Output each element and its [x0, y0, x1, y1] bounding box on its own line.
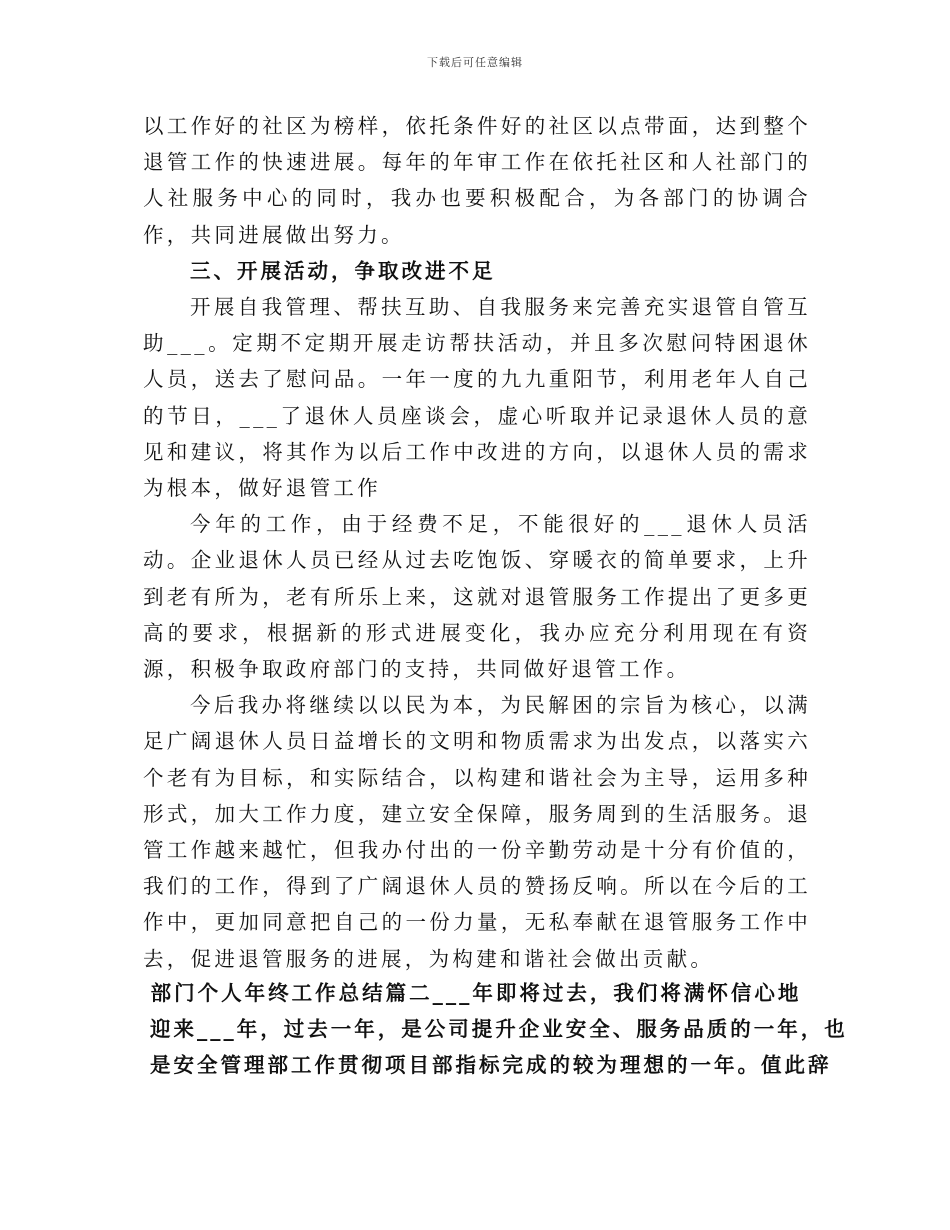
closing-line-1: 部门个人年终工作总结篇二___年即将过去，我们将满怀信心地 — [150, 981, 802, 1005]
section-heading: 三、开展活动，争取改进不足 — [190, 258, 496, 283]
closing-line-2: 迎来___年，过去一年，是公司提升企业安全、服务品质的一年，也 — [150, 1017, 848, 1041]
paragraph-funding: 今年的工作，由于经费不足，不能很好的___退休人员活动。企业退休人员已经从过去吃饱饭、穿暖衣的简单要求，上升到老有所为，老有所乐上来，这就对退管服务工作提出了更多更高的要求，根据新的形式进展变化，我办应充分利用现在有资源，积极争取政府部门的支持，共同做好退管工作。 — [143, 512, 811, 682]
paragraph-continuation: 以工作好的社区为榜样，依托条件好的社区以点带面，达到整个退管工作的快速进展。每年的年审工作在依托社区和人社部门的人社服务中心的同时，我办也要积极配合，为各部门的协调合作，共同进展做出努力。 — [143, 114, 811, 247]
paragraph-activities: 开展自我管理、帮扶互助、自我服务来完善充实退管自管互助___。定期不定期开展走访帮扶活动，并且多次慰问特困退休人员，送去了慰问品。一年一度的九九重阳节，利用老年人自己的节日，___了退休人员座谈会，虚心听取并记录退休人员的意见和建议，将其作为以后工作中改进的方向，以退休人员的需求为根本，做好退管工作 — [143, 295, 811, 501]
closing-summary-block — [150, 975, 848, 1083]
closing-line-3: 是安全管理部工作贯彻项目部指标完成的较为理想的一年。值此辞 — [150, 1053, 832, 1077]
header-note: 下载后可任意编辑 — [427, 56, 523, 69]
document-body — [143, 108, 811, 977]
paragraph-future: 今后我办将继续以以民为本，为民解困的宗旨为核心，以满足广阔退休人员日益增长的文明和物质需求为出发点，以落实六个老有为目标，和实际结合，以构建和谐社会为主导，运用多种形式，加大工作力度，建立安全保障，服务周到的生活服务。退管工作越来越忙，但我办付出的一份辛勤劳动是十分有价值的，我们的工作，得到了广阔退休人员的赞扬反响。所以在今后的工作中，更加同意把自己的一份力量，无私奉献在退管服务工作中去，促进退管服务的进展，为构建和谐社会做出贡献。 — [143, 693, 811, 971]
